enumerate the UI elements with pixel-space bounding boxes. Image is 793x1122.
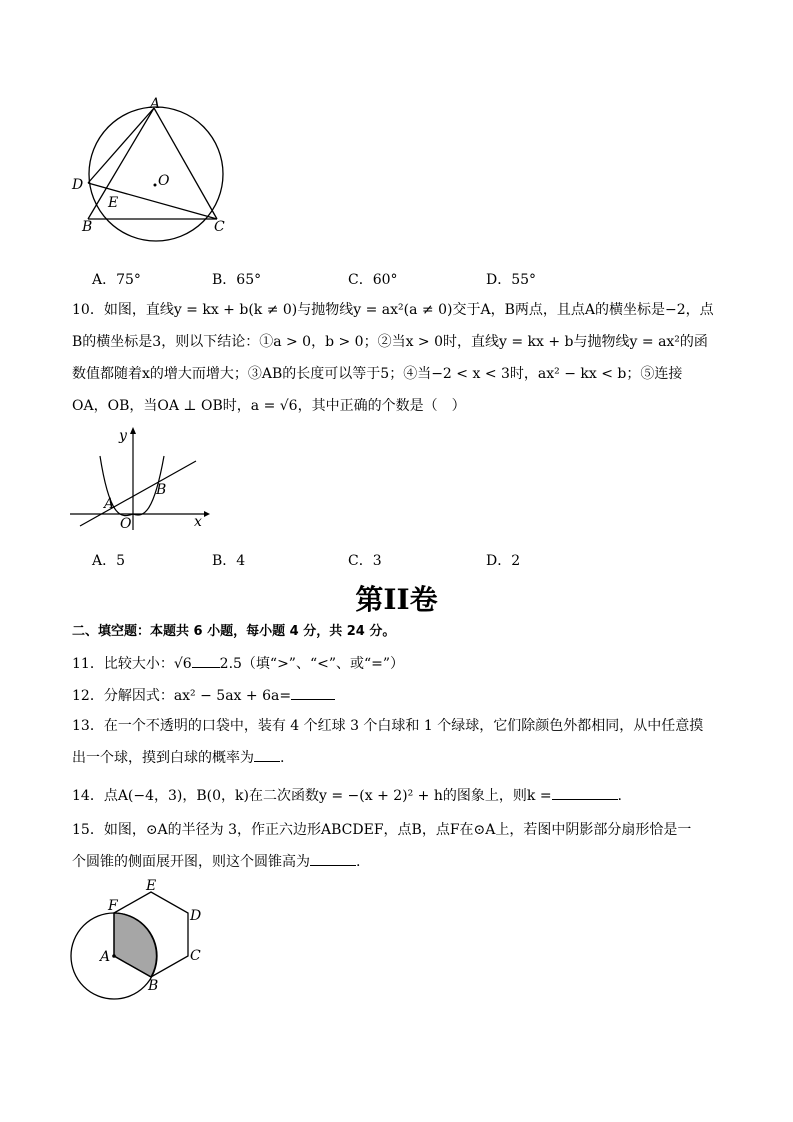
q10-label-x: x — [194, 514, 202, 530]
q9-option-d: D．55° — [486, 272, 537, 288]
q12 — [72, 685, 335, 706]
q12-answer-blank[interactable] — [291, 685, 335, 700]
section-heading: 二、填空题：本题共 6 小题，每小题 4 分，共 24 分。 — [72, 624, 396, 639]
q10-label-b: B — [156, 482, 167, 498]
q13-line-1: 13．在一个不透明的口袋中，装有 4 个红球 3 个白球和 1 个绿球，它们除颜色外都相同，从中任意摸 — [72, 718, 704, 734]
q9-option-c: C．60° — [348, 272, 398, 288]
q15-label-f: F — [108, 898, 118, 914]
q9-segment-ac — [154, 108, 217, 219]
q9-figure — [60, 95, 250, 245]
q10-y-arrow — [130, 427, 136, 434]
q15-answer-blank[interactable] — [310, 851, 356, 866]
q15-line-1: 15．如图，⊙A的半径为 3，作正六边形ABCDEF，点B，点F在⊙A上，若图中阴影部分扇形恰是一 — [72, 822, 692, 838]
q14-suffix: . — [617, 788, 622, 804]
q14-answer-blank[interactable] — [552, 785, 618, 800]
q9-option-a: A．75° — [92, 272, 141, 288]
q15-line-2-prefix: 个圆锥的侧面展开图，则这个圆锥高为 — [72, 854, 310, 870]
q13-line-2 — [72, 747, 284, 768]
q15-label-b: B — [148, 978, 159, 994]
q9-label-b: B — [82, 219, 93, 235]
q13-line-2-prefix: 出一个球，摸到白球的概率为 — [72, 750, 254, 766]
q15-line-2-suffix: . — [356, 854, 361, 870]
q15-label-e: E — [146, 878, 157, 894]
q9-segment-ab — [88, 108, 154, 219]
q10-figure — [66, 422, 216, 534]
q9-label-d: D — [72, 177, 84, 193]
q10-line-1: 10．如图，直线y = kx + b(k ≠ 0)与抛物线y = ax²(a ≠ 0)交于A，B两点，且点A的横坐标是−2，点 — [72, 302, 714, 318]
q9-segment-ad — [88, 108, 154, 183]
section-title: 第II卷 — [355, 583, 438, 616]
q12-prefix: 12．分解因式：ax² − 5ax + 6a= — [72, 688, 292, 704]
q10-label-o: O — [120, 516, 132, 532]
q9-label-a: A — [150, 96, 161, 112]
q10-label-a: A — [104, 496, 115, 512]
q10-option-b: B．4 — [212, 553, 246, 569]
q15-label-d: D — [190, 908, 202, 924]
q15-figure — [60, 872, 220, 1002]
q10-option-a: A．5 — [92, 553, 126, 569]
q10-label-y: y — [119, 428, 127, 444]
q14-prefix: 14．点A(−4，3)，B(0，k)在二次函数y = −(x + 2)² + h的图象上，则k = — [72, 788, 552, 804]
q14 — [72, 785, 622, 806]
q10-option-c: C．3 — [348, 553, 382, 569]
q10-option-d: D．2 — [486, 553, 521, 569]
q15-center-point — [112, 954, 116, 958]
q9-option-b: B．65° — [212, 272, 262, 288]
q10-line-4: OA，OB，当OA ⊥ OB时，a = √6，其中正确的个数是（ ） — [72, 398, 466, 414]
q10-x-arrow — [204, 511, 210, 517]
q15-label-c: C — [190, 948, 201, 964]
q15-label-a: A — [100, 949, 111, 965]
q10-line — [80, 461, 196, 526]
q11 — [72, 653, 404, 674]
q13-line-2-suffix: . — [280, 750, 285, 766]
q13-answer-blank[interactable] — [254, 747, 280, 762]
q15-line-2 — [72, 851, 360, 872]
q9-label-e: E — [108, 195, 119, 211]
q9-label-o: O — [158, 173, 170, 189]
q10-line-3: 数值都随着x的增大而增大；③AB的长度可以等于5；④当−2 < x < 3时，ax² − kx < b；⑤连接 — [72, 366, 683, 382]
q11-suffix: 2.5（填“>”、“<”、或“=”） — [219, 656, 405, 672]
q10-line-2: B的横坐标是3，则以下结论：①a > 0，b > 0；②当x > 0时，直线y = kx + b与抛物线y = ax²的函 — [72, 334, 708, 350]
q9-center-point — [154, 184, 157, 187]
q9-circle — [89, 107, 223, 241]
q11-prefix: 11．比较大小：√6 — [72, 656, 192, 672]
q9-label-c: C — [214, 219, 225, 235]
q11-answer-blank[interactable] — [192, 653, 220, 668]
